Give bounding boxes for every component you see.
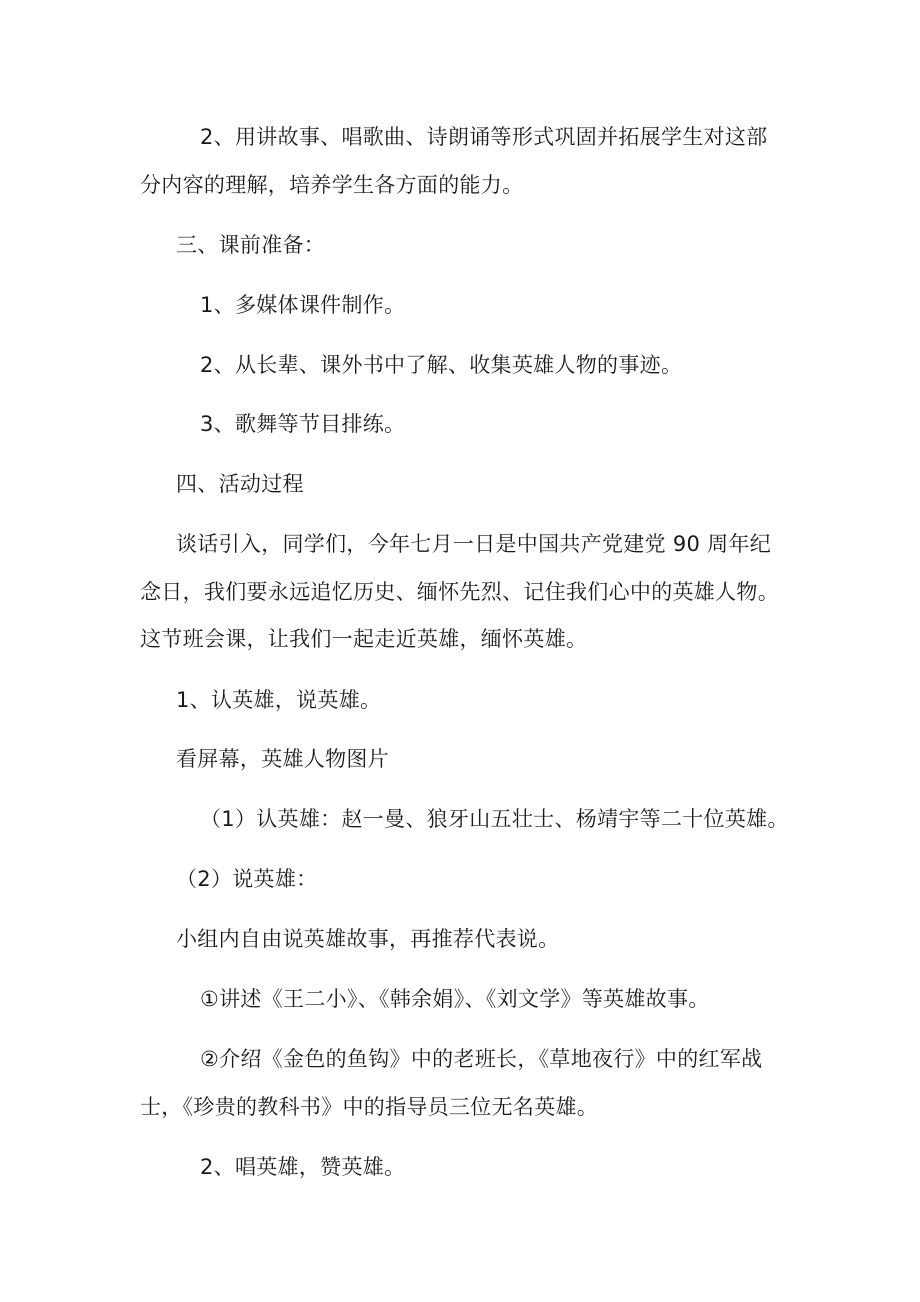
text-line: 2、从长辈、课外书中了解、收集英雄人物的事迹。 xyxy=(200,353,683,377)
text-line: ①讲述《王二小》、《韩余娟》、《刘文学》等英雄故事。 xyxy=(200,987,710,1011)
text-line: 谈话引入，同学们，今年七月一日是中国共产党建党 90 周年纪 xyxy=(176,532,772,556)
text-line: 2、用讲故事、唱歌曲、诗朗诵等形式巩固并拓展学生对这部 xyxy=(200,125,768,149)
text-line: 1、认英雄，说英雄。 xyxy=(176,688,382,712)
text-line: 分内容的理解，培养学生各方面的能力。 xyxy=(140,173,524,197)
section-heading: 三、课前准备： xyxy=(176,233,326,257)
text-line: ②介绍《金色的鱼钩》中的老班长，《草地夜行》中的红军战 xyxy=(200,1047,763,1071)
text-line: 小组内自由说英雄故事，再推荐代表说。 xyxy=(176,927,560,951)
text-line: 念日，我们要永远追忆历史、缅怀先烈、记住我们心中的英雄人物。 xyxy=(140,580,779,604)
text-line: 士，《珍贵的教科书》中的指导员三位无名英雄。 xyxy=(140,1095,599,1119)
text-line: 这节班会课，让我们一起走近英雄，缅怀英雄。 xyxy=(140,627,588,651)
section-heading: 四、活动过程 xyxy=(176,472,304,496)
text-line: （1）认英雄：赵一曼、狼牙山五壮士、杨靖宇等二十位英雄。 xyxy=(200,807,789,831)
text-line: 3、歌舞等节目排练。 xyxy=(200,412,406,436)
text-line: （2）说英雄： xyxy=(176,867,318,891)
text-line: 1、多媒体课件制作。 xyxy=(200,293,406,317)
text-line: 看屏幕，英雄人物图片 xyxy=(176,747,389,771)
text-line: 2、唱英雄，赞英雄。 xyxy=(200,1155,406,1179)
